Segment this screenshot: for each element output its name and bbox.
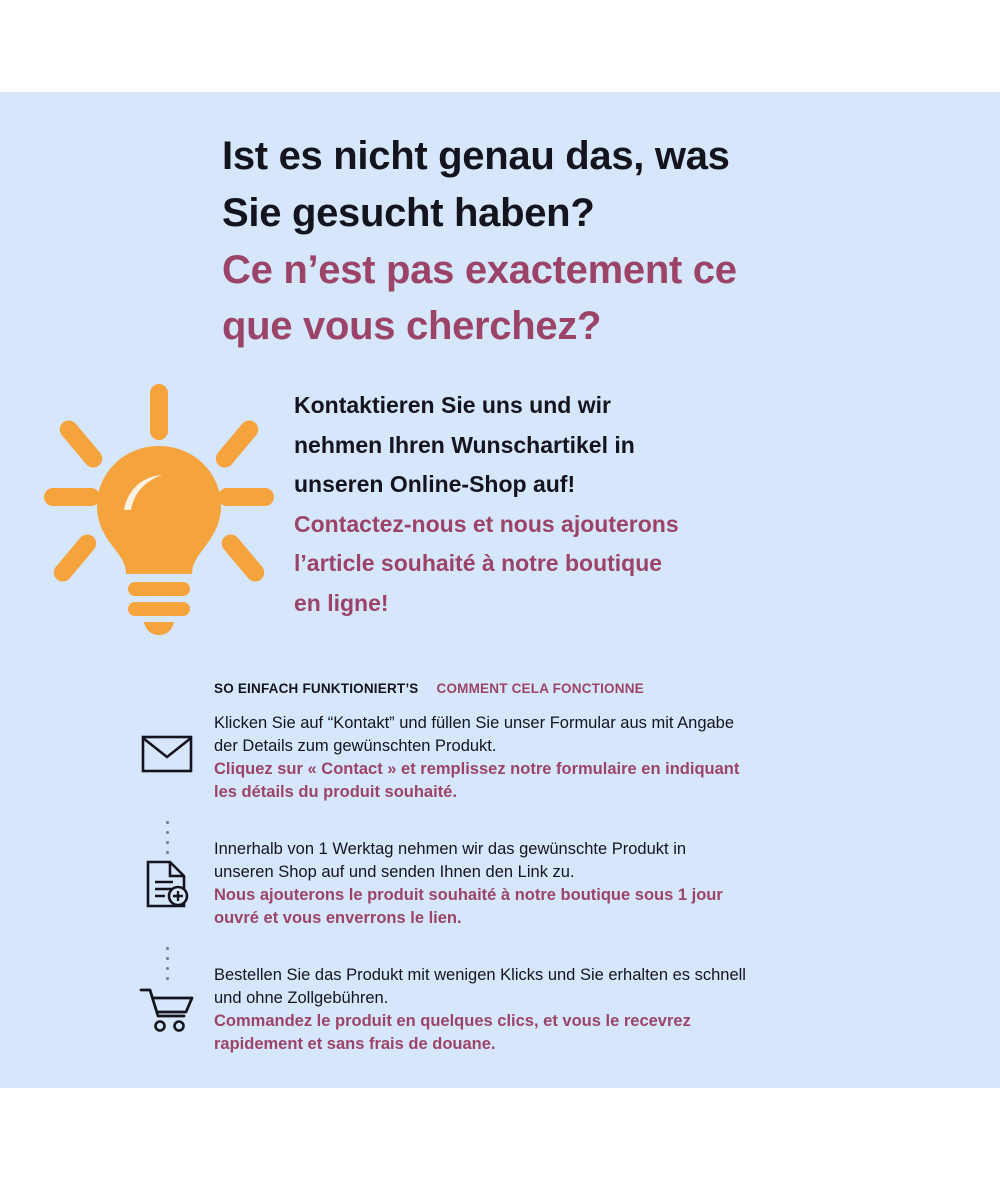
step-de-line2: und ohne Zollgebühren. [214,989,389,1008]
headline-fr-line2: que vous cherchez? [222,304,602,349]
intro-fr-line3: en ligne! [294,589,389,616]
step-de-line1: Bestellen Sie das Produkt mit wenigen Klicks und Sie erhalten es schnell [214,966,746,984]
how-it-works-heading [214,681,644,696]
how-it-works-de-title: SO EINFACH FUNKTIONIERT’S [214,681,419,696]
step-fr-line2: rapidement et sans frais de douane. [214,1035,496,1054]
how-it-works-fr-title: COMMENT CELA FONCTIONNE [436,681,644,696]
step-fr-line1: Commandez le produit en quelques clics, et vous le recevrez [214,1012,691,1031]
envelope-icon [120,706,214,774]
step-fr-line2: ouvré et vous enverrons le lien. [214,909,462,928]
step-de-line2: unseren Shop auf und senden Ihnen den Link zu. [214,863,575,882]
document-add-icon [120,832,214,908]
headline-de-line1: Ist es nicht genau das, was [222,134,730,178]
lightbulb-icon [38,380,280,635]
intro-block [294,386,894,623]
step-item [120,958,940,1078]
step-fr-line2: les détails du produit souhaité. [214,783,457,802]
step-text [214,706,940,804]
headline-fr-line1: Ce n’est pas exactement ce [222,247,737,292]
intro-fr-line2: l’article souhaité à notre boutique [294,550,663,577]
shopping-cart-icon [120,958,214,1032]
step-text [214,832,940,930]
step-de-line1: Innerhalb von 1 Werktag nehmen wir das gewünschte Produkt in [214,840,687,858]
step-fr-line1: Cliquez sur « Contact » et remplissez notre formulaire en indiquant [214,760,740,779]
intro-de-line3: unseren Online-Shop auf! [294,471,576,498]
step-fr-line1: Nous ajouterons le produit souhaité à notre boutique sous 1 jour [214,886,723,905]
intro-de-line2: nehmen Ihren Wunschartikel in [294,431,635,458]
intro-fr-line1: Contactez-nous et nous ajouterons [294,510,679,537]
step-de-line2: der Details zum gewünschten Produkt. [214,737,497,756]
headline-de-line2: Sie gesucht haben? [222,190,595,235]
step-item [120,832,940,958]
step-de-line1: Klicken Sie auf “Kontakt” und füllen Sie unser Formular aus mit Angabe [214,714,735,732]
intro-de-line1: Kontaktieren Sie uns und wir [294,392,611,418]
headline-block [222,128,932,355]
step-text [214,958,940,1056]
steps-list [120,706,940,1078]
step-item [120,706,940,832]
